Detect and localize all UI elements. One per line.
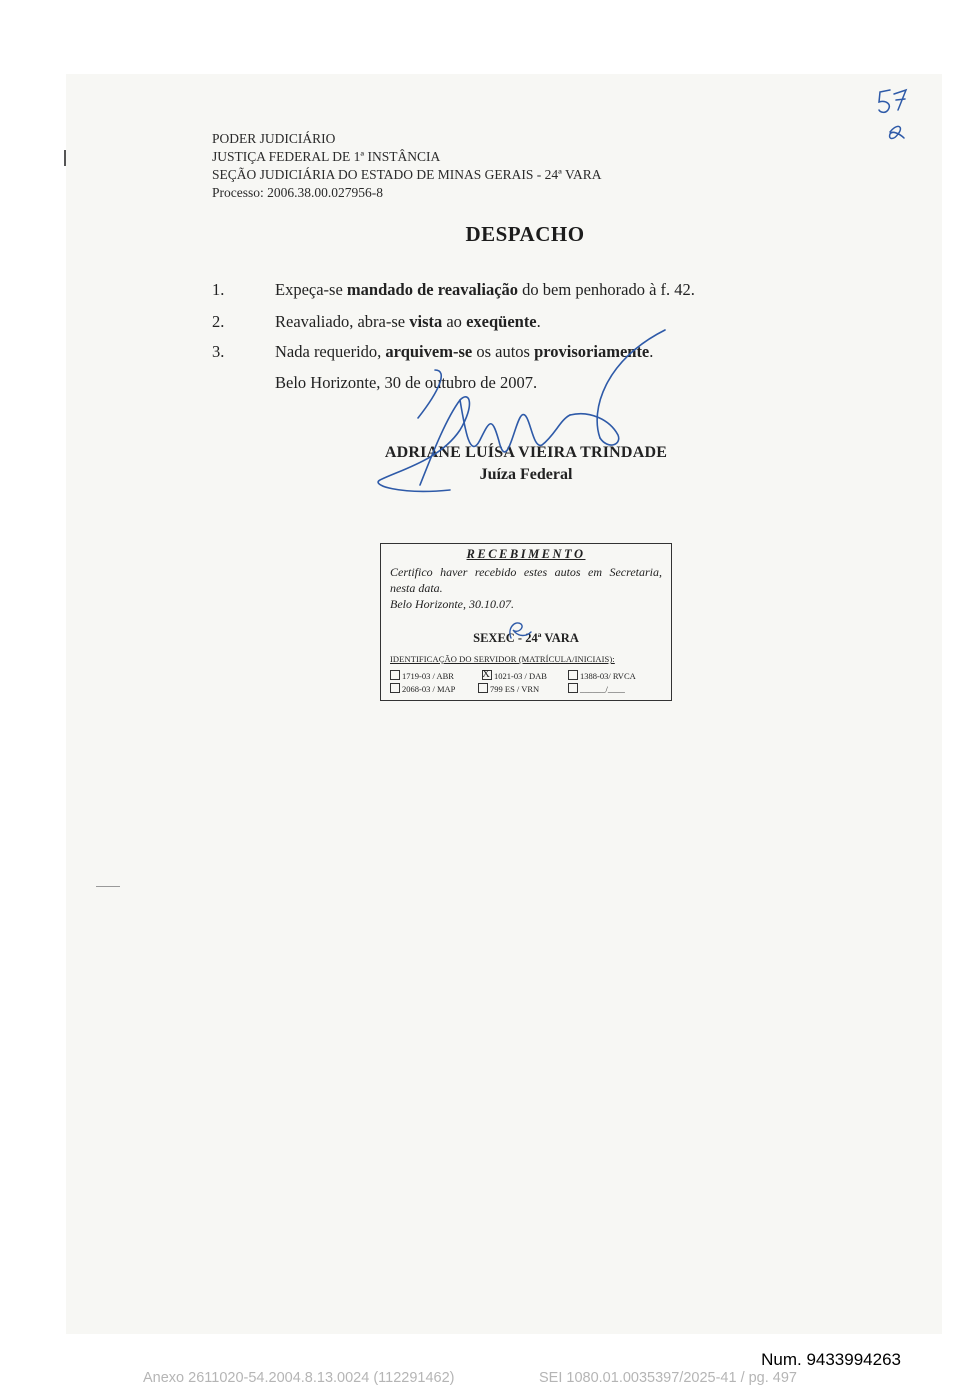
order-item-number: 2.: [212, 312, 225, 331]
receipt-stamp: [380, 543, 672, 701]
text-run-bold: mandado de reavaliação: [346, 280, 519, 299]
server-option-label: 799 ES / VRN: [490, 684, 540, 694]
order-item-number: 1.: [212, 280, 225, 299]
handwritten-signature: [360, 320, 680, 520]
text-run-bold: vista: [409, 312, 443, 331]
text-run-bold: arquivem-se: [385, 342, 473, 361]
server-option-label: 1021-03 / DAB: [494, 671, 547, 681]
stamp-title: RECEBIMENTO: [466, 547, 586, 561]
text-run: .: [649, 342, 654, 361]
server-option-label: 1388-03/ RVCA: [580, 671, 636, 681]
order-item-number: 3.: [212, 342, 225, 361]
checkbox: [390, 670, 400, 680]
server-option-label: 1719-03 / ABR: [402, 671, 454, 681]
checkbox: [390, 683, 400, 693]
handwritten-page-number: [868, 82, 928, 152]
order-item-text: [275, 280, 695, 300]
scanned-page: [66, 74, 942, 1334]
header-line-process: Processo: 2006.38.00.027956-8: [212, 185, 383, 200]
server-option: [568, 683, 625, 694]
checkbox-checked: [482, 670, 492, 680]
server-identification-label: IDENTIFICAÇÃO DO SERVIDOR (MATRÍCULA/INICIAIS):: [390, 654, 615, 664]
date-line: Belo Horizonte, 30 de outubro de 2007.: [275, 373, 538, 392]
document-number: Num. 9433994263: [761, 1350, 901, 1369]
text-run: .: [536, 312, 541, 331]
header-line-court: PODER JUDICIÁRIO: [212, 131, 336, 146]
text-run: os autos: [472, 342, 535, 361]
server-option: [390, 670, 454, 681]
stamp-certification-text: Certifico haver recebido estes autos em Secretaria, nesta data.: [390, 565, 662, 595]
text-run: Reavaliado, abra-se: [275, 312, 410, 331]
text-run: do bem penhorado à f. 42.: [518, 280, 695, 299]
stamp-place-date: Belo Horizonte, 30.10.07.: [390, 597, 514, 611]
header-line-justice: JUSTIÇA FEDERAL DE 1ª INSTÂNCIA: [212, 149, 441, 164]
court-header: [212, 130, 602, 202]
text-run: Nada requerido,: [275, 342, 386, 361]
checkbox: [568, 683, 578, 693]
stamp-sector: SEXEC - 24ª VARA: [473, 631, 579, 645]
annex-reference: Anexo 2611020-54.2004.8.13.0024 (112291462): [143, 1370, 455, 1386]
header-line-section: SEÇÃO JUDICIÁRIA DO ESTADO DE MINAS GERAIS - 24ª VARA: [212, 167, 602, 182]
checkbox: [478, 683, 488, 693]
server-option: [390, 683, 455, 694]
document-title: DESPACHO: [465, 222, 585, 246]
checkbox: [568, 670, 578, 680]
server-option: [478, 683, 539, 694]
text-run: ao: [442, 312, 467, 331]
text-run-bold: provisoriamente: [534, 342, 650, 361]
text-run: Expeça-se: [275, 280, 347, 299]
judge-role: Juíza Federal: [479, 466, 573, 483]
server-option-label: 2068-03 / MAP: [402, 684, 456, 694]
server-option: [482, 670, 547, 681]
text-run-bold: exeqüente: [466, 312, 537, 331]
sei-reference: SEI 1080.01.0035397/2025-41 / pg. 497: [539, 1370, 797, 1386]
handwritten-initial: [505, 618, 535, 642]
server-option-label: ______/____: [580, 684, 625, 694]
server-option: [568, 670, 636, 681]
judge-name: ADRIANE LUÍSA VIEIRA TRINDADE: [384, 444, 668, 461]
scan-edge-mark: [64, 150, 66, 166]
scan-artifact-line: [96, 886, 120, 887]
